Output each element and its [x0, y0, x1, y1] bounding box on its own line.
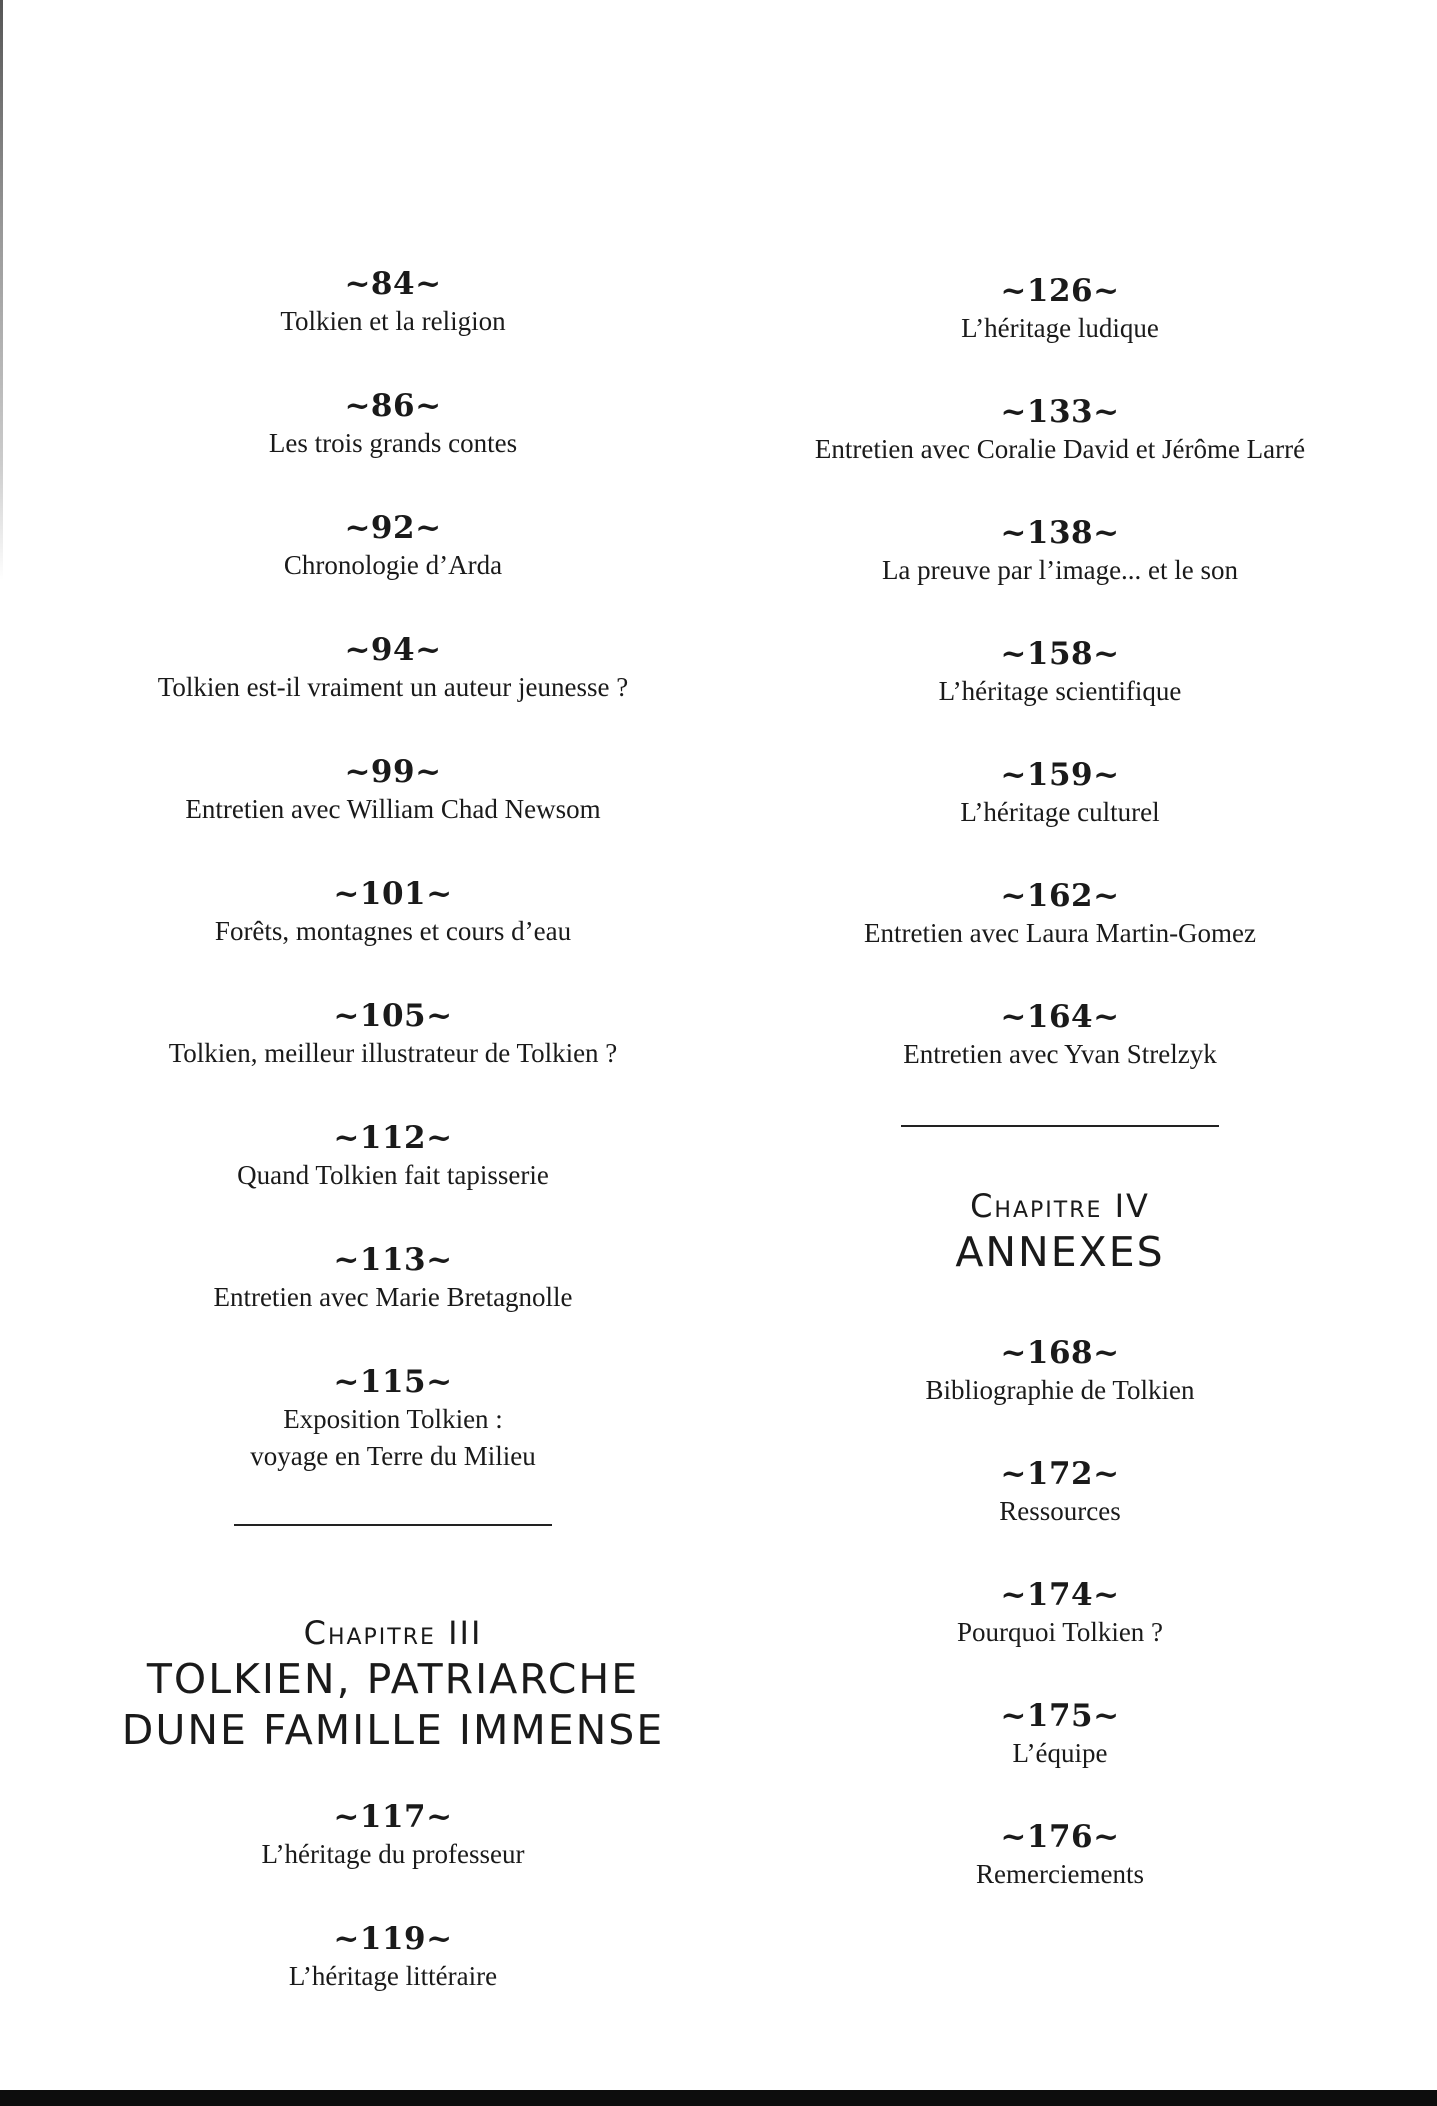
section-divider — [234, 1524, 552, 1526]
toc-entry — [766, 1697, 1354, 1772]
chapter-title: ANNEXES — [955, 1228, 1165, 1276]
entry-title: Remerciements — [976, 1859, 1144, 1889]
entry-title: L’héritage ludique — [961, 313, 1159, 343]
toc-entry — [100, 631, 686, 706]
page-number: ~176~ — [1000, 1819, 1120, 1855]
toc-entry — [100, 1363, 686, 1475]
entry-title: Tolkien, meilleur illustrateur de Tolkien ? — [168, 1038, 618, 1068]
page-number: ~117~ — [333, 1799, 453, 1835]
toc-entry — [766, 1334, 1354, 1409]
entry-title: Les trois grands contes — [268, 428, 518, 458]
entry-title: Forêts, montagnes et cours d’eau — [214, 916, 572, 946]
toc-entry — [100, 875, 686, 950]
toc-entries-list — [100, 1798, 686, 1995]
toc-entry — [766, 998, 1354, 1073]
page-number: ~113~ — [333, 1242, 453, 1278]
page-number: ~101~ — [333, 876, 453, 912]
page-number: ~99~ — [344, 754, 442, 790]
page-number: ~119~ — [333, 1921, 453, 1957]
page-number: ~133~ — [1000, 394, 1120, 430]
toc-entries-list — [100, 265, 686, 1475]
page-number: ~168~ — [1000, 1335, 1120, 1371]
toc-entry — [100, 265, 686, 340]
entry-title: L’héritage du professeur — [261, 1839, 525, 1869]
chapter-label: Chapitre IV — [970, 1187, 1150, 1225]
entry-title: L’équipe — [1012, 1738, 1108, 1768]
scan-edge-left — [0, 0, 3, 580]
chapter-label: Chapitre III — [303, 1614, 483, 1652]
toc-entries-list — [766, 1334, 1354, 1893]
page-number: ~162~ — [1000, 878, 1120, 914]
toc-entry — [766, 393, 1354, 468]
toc-entry — [100, 1241, 686, 1316]
chapter-title: TOLKIEN, PATRIARCHE DUNE FAMILLE IMMENSE — [121, 1655, 665, 1754]
toc-entry — [766, 756, 1354, 831]
toc-entry — [100, 753, 686, 828]
entry-title: L’héritage littéraire — [288, 1961, 498, 1991]
page-number: ~84~ — [344, 266, 442, 302]
entry-title: Entretien avec Laura Martin-Gomez — [863, 918, 1257, 948]
page-number: ~105~ — [333, 998, 453, 1034]
toc-entry — [100, 997, 686, 1072]
entry-title: Bibliographie de Tolkien — [925, 1375, 1195, 1405]
entry-title: Entretien avec Marie Bretagnolle — [213, 1282, 573, 1312]
entry-title: Tolkien est-il vraiment un auteur jeunesse ? — [157, 672, 629, 702]
entry-title: L’héritage scientifique — [938, 676, 1182, 706]
toc-right-column — [766, 272, 1354, 1939]
page-number: ~86~ — [344, 388, 442, 424]
page-number: ~126~ — [1000, 273, 1120, 309]
page-number: ~164~ — [1000, 999, 1120, 1035]
toc-entry — [766, 635, 1354, 710]
toc-left-column — [100, 265, 686, 2042]
page-number: ~94~ — [344, 632, 442, 668]
toc-entry — [100, 509, 686, 584]
page-number: ~174~ — [1000, 1577, 1120, 1613]
page-number: ~172~ — [1000, 1456, 1120, 1492]
scan-edge-bottom — [0, 2090, 1437, 2106]
page-number: ~159~ — [1000, 757, 1120, 793]
entry-title: Chronologie d’Arda — [283, 550, 503, 580]
entry-title: Pourquoi Tolkien ? — [956, 1617, 1164, 1647]
toc-entries-list — [766, 272, 1354, 1073]
entry-title: Ressources — [999, 1496, 1121, 1526]
page-number: ~138~ — [1000, 515, 1120, 551]
page-number: ~92~ — [344, 510, 442, 546]
page-number: ~175~ — [1000, 1698, 1120, 1734]
toc-entry — [766, 877, 1354, 952]
page-number: ~112~ — [333, 1120, 453, 1156]
entry-title: La preuve par l’image... et le son — [881, 555, 1239, 585]
entry-title: Entretien avec Coralie David et Jérôme Larré — [814, 434, 1306, 464]
toc-entry — [100, 1920, 686, 1995]
page-number: ~158~ — [1000, 636, 1120, 672]
entry-title: Entretien avec Yvan Strelzyk — [903, 1039, 1217, 1069]
toc-entry — [100, 1798, 686, 1873]
entry-title: Quand Tolkien fait tapisserie — [237, 1160, 549, 1190]
toc-entry — [100, 387, 686, 462]
entry-title: Exposition Tolkien : voyage en Terre du Milieu — [250, 1404, 536, 1471]
section-divider — [901, 1125, 1219, 1127]
entry-title: Tolkien et la religion — [280, 306, 506, 336]
toc-entry — [766, 514, 1354, 589]
page-number: ~115~ — [333, 1364, 453, 1400]
entry-title: L’héritage culturel — [960, 797, 1160, 827]
toc-entry — [766, 1455, 1354, 1530]
entry-title: Entretien avec William Chad Newsom — [185, 794, 601, 824]
toc-entry — [100, 1119, 686, 1194]
toc-entry — [766, 1576, 1354, 1651]
toc-entry — [766, 1818, 1354, 1893]
toc-entry — [766, 272, 1354, 347]
